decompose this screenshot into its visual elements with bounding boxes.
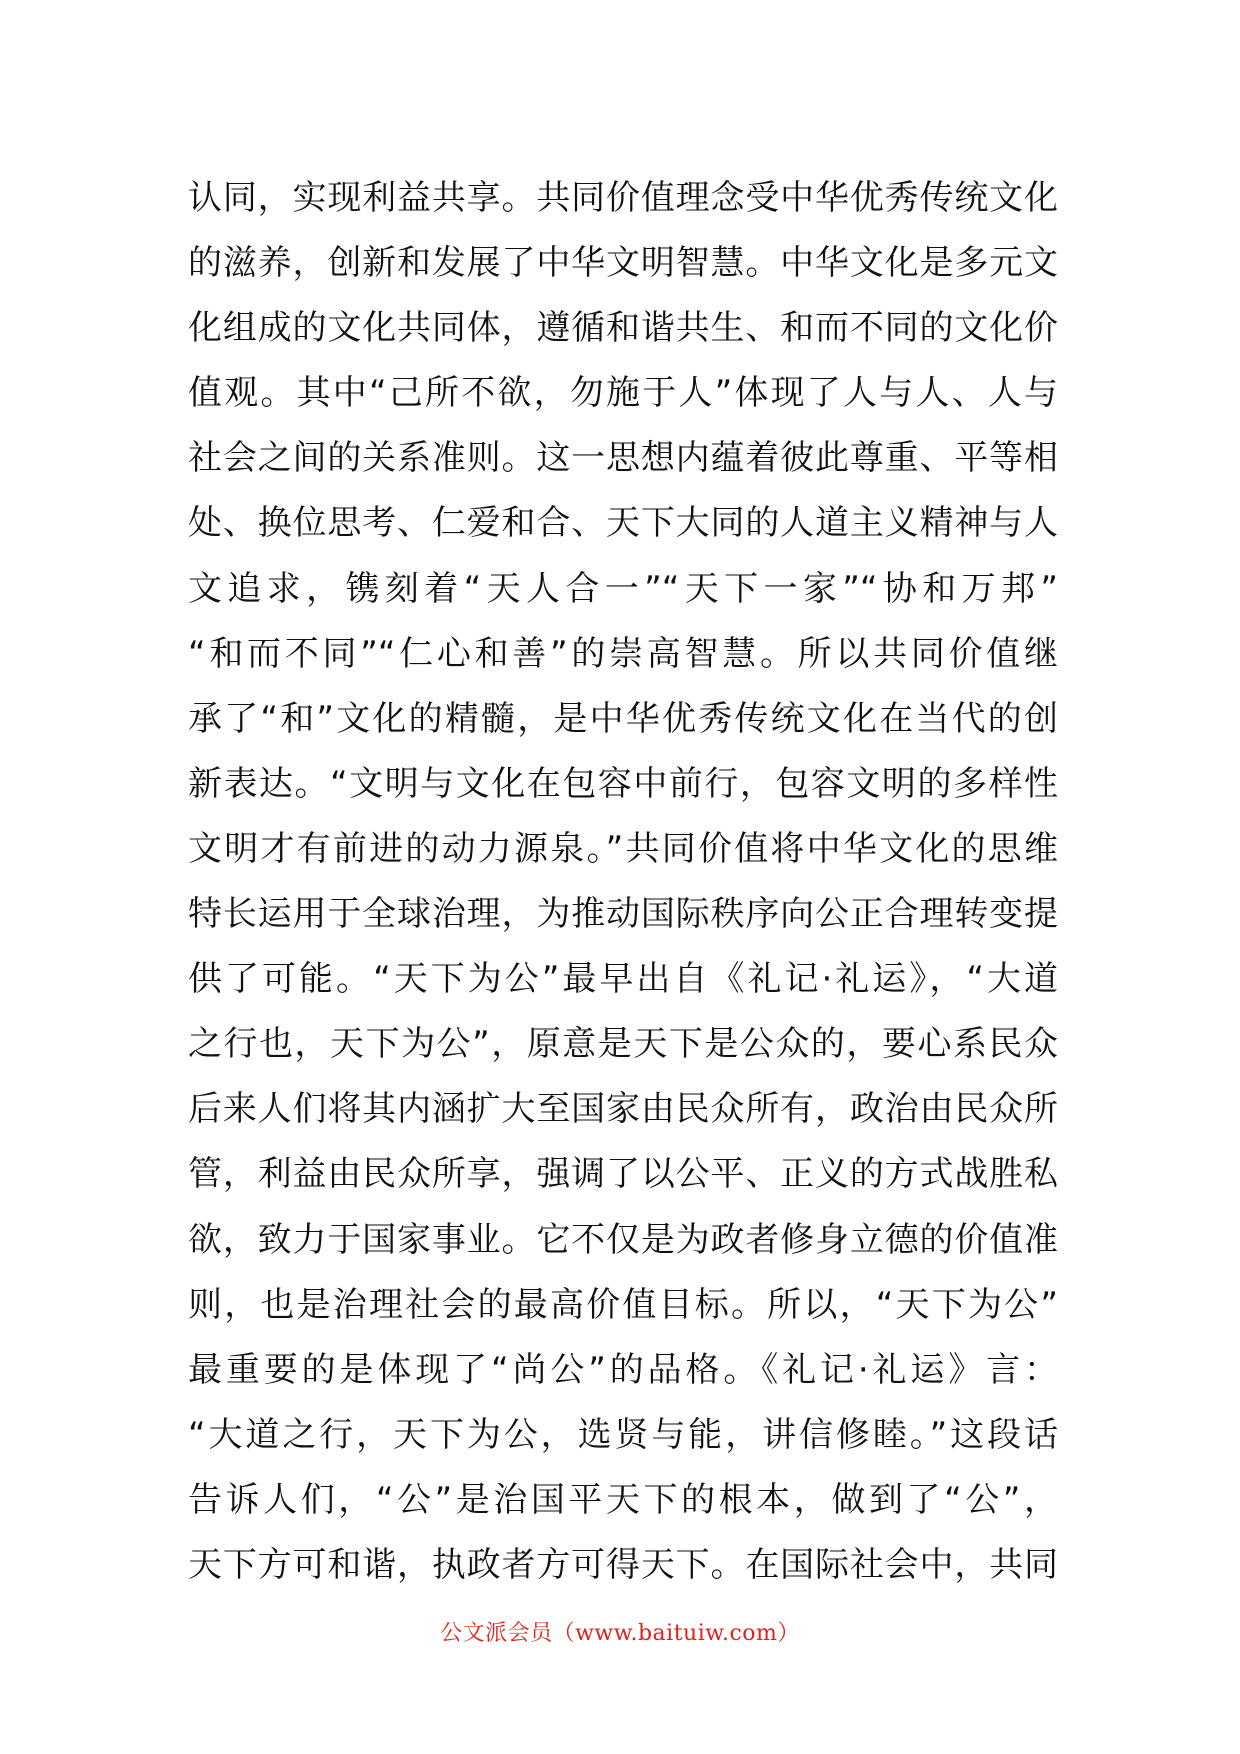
text-line: 供了可能。“天下为公”最早出自《礼记·礼运》，“大道 [188, 959, 1058, 1000]
text-line: 的滋养，创新和发展了中华文明智慧。中华文化是多元文 [188, 243, 1058, 284]
text-line: 则，也是治理社会的最高价值目标。所以，“天下为公” [188, 1284, 1058, 1325]
text-line: 特长运用于全球治理，为推动国际秩序向公正合理转变提 [188, 894, 1058, 935]
text-line: 社会之间的关系准则。这一思想内蕴着彼此尊重、平等相 [188, 438, 1058, 479]
text-line: 管，利益由民众所享，强调了以公平、正义的方式战胜私 [188, 1154, 1058, 1195]
body-paragraph [188, 166, 1058, 1598]
text-line: “和而不同”“仁心和善”的崇高智慧。所以共同价值继 [188, 633, 1058, 674]
text-line: 之行也，天下为公”，原意是天下是公众的，要心系民众 [188, 1024, 1058, 1065]
text-line: 认同，实现利益共享。共同价值理念受中华优秀传统文化 [188, 178, 1058, 218]
text-line: 化组成的文化共同体，遵循和谐共生、和而不同的文化价 [188, 308, 1058, 349]
text-line: 承了“和”文化的精髓，是中华优秀传统文化在当代的创 [188, 698, 1058, 739]
text-line: 处、换位思考、仁爱和合、天下大同的人道主义精神与人 [188, 503, 1058, 544]
text-line: 天下方可和谐，执政者方可得天下。在国际社会中，共同 [188, 1544, 1058, 1585]
text-line: 文追求，镌刻着“天人合一”“天下一家”“协和万邦” [188, 568, 1058, 609]
text-line: “大道之行，天下为公，选贤与能，讲信修睦。”这段话 [188, 1414, 1058, 1455]
text-line: 文明才有前进的动力源泉。”共同价值将中华文化的思维 [188, 828, 1058, 869]
text-line: 最重要的是体现了“尚公”的品格。《礼记·礼运》言： [188, 1349, 1058, 1390]
text-line: 值观。其中“己所不欲，勿施于人”体现了人与人、人与 [188, 373, 1058, 414]
text-line: 后来人们将其内涵扩大至国家由民众所有，政治由民众所 [188, 1089, 1058, 1130]
text-line: 告诉人们，“公”是治国平天下的根本，做到了“公”， [188, 1479, 1058, 1520]
text-line: 新表达。“文明与文化在包容中前行，包容文明的多样性 [188, 763, 1058, 804]
footer-watermark: 公文派会员（www.baituiw.com） [440, 1621, 800, 1646]
text-line: 欲，致力于国家事业。它不仅是为政者修身立德的价值准 [188, 1219, 1058, 1260]
